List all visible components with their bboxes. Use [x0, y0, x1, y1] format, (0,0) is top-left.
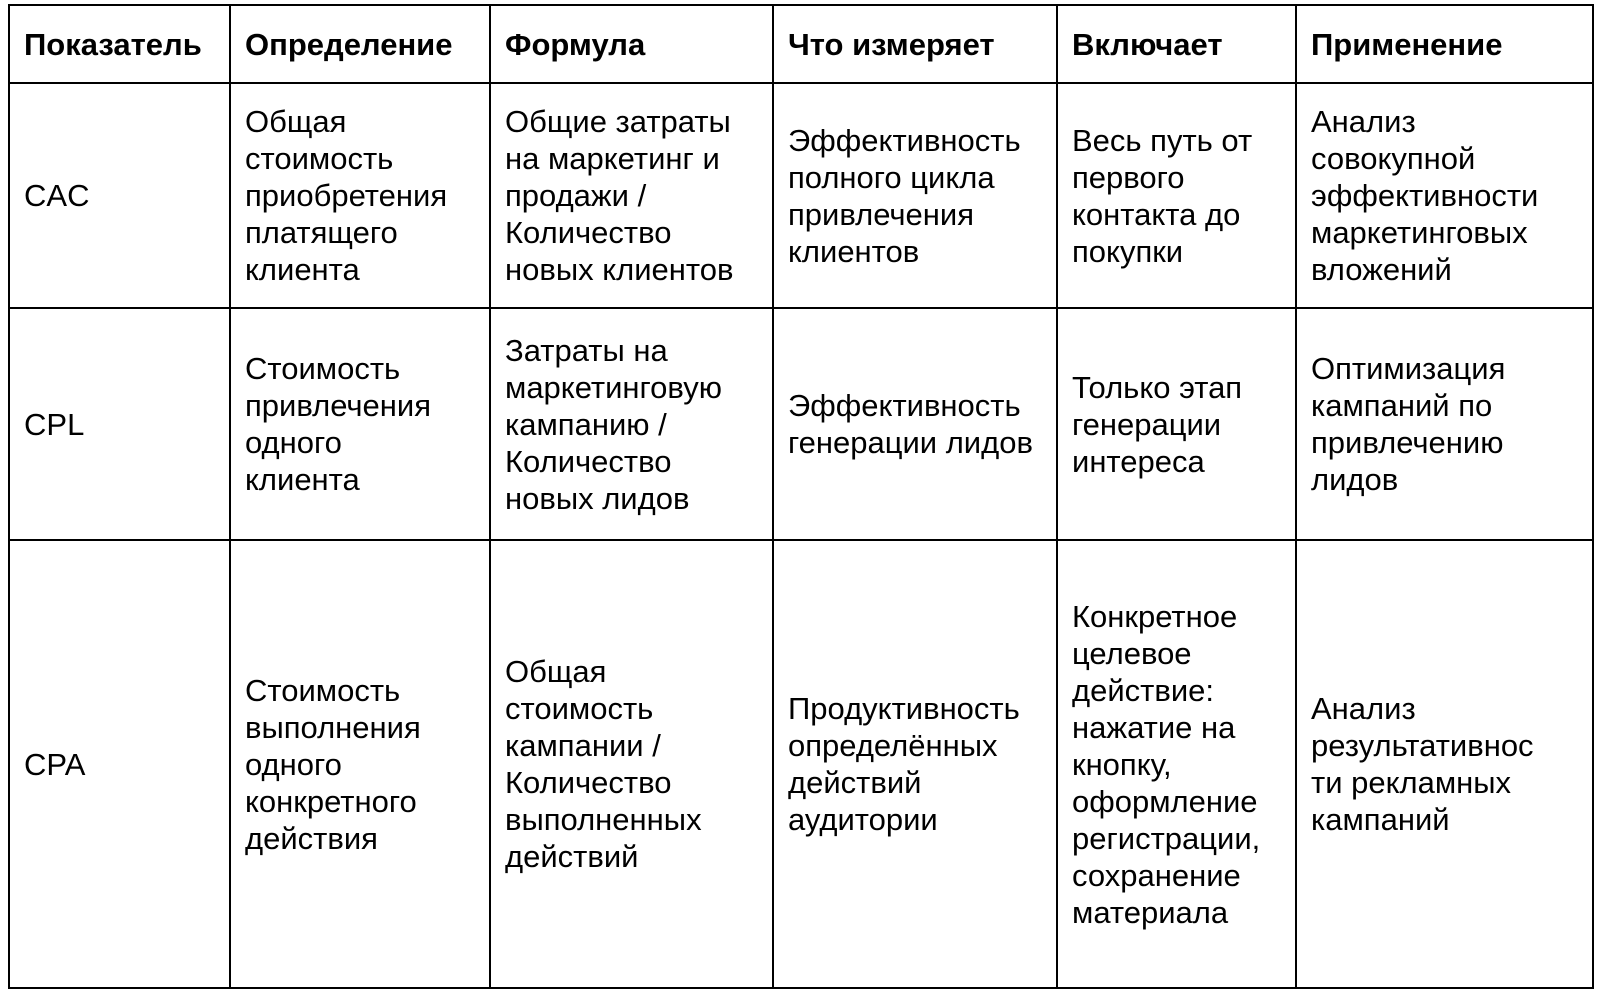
- cell-measures: [773, 308, 1057, 540]
- header-formula: Формула: [490, 5, 773, 83]
- includes-text: Конкретное целевое действие: нажатие на кнопку, оформление регистрации, сохранение материала: [1072, 598, 1261, 930]
- cell-application: [1296, 540, 1593, 988]
- definition-text: Стоимость привлечения одного клиента: [245, 351, 432, 497]
- cell-definition: [230, 83, 490, 308]
- cell-application: [1296, 308, 1593, 540]
- header-metric: Показатель: [9, 5, 230, 83]
- table-header-row: [9, 5, 1593, 83]
- includes-text: Весь путь от первого контакта до покупки: [1072, 122, 1253, 269]
- application-text: Анализ результативнос ти рекламных кампаний: [1311, 691, 1534, 837]
- cell-metric: [9, 308, 230, 540]
- header-application: Применение: [1296, 5, 1593, 83]
- cell-formula: [490, 83, 773, 308]
- metric-name: CPL: [24, 406, 85, 442]
- measures-text: Эффективность полного цикла привлечения клиентов: [788, 122, 1021, 269]
- table-row: [9, 308, 1593, 540]
- cell-definition: [230, 308, 490, 540]
- includes-text: Только этап генерации интереса: [1072, 369, 1243, 479]
- formula-text: Общая стоимость кампании / Количество выполненных действий: [505, 654, 702, 874]
- application-text: Оптимизация кампаний по привлечению лидов: [1311, 351, 1506, 497]
- formula-text: Общие затраты на маркетинг и продажи / Количество новых клиентов: [505, 104, 734, 287]
- cell-metric: [9, 540, 230, 988]
- cell-formula: [490, 308, 773, 540]
- header-definition: Определение: [230, 5, 490, 83]
- cell-formula: [490, 540, 773, 988]
- header-measures: Что измеряет: [773, 5, 1057, 83]
- formula-text: Затраты на маркетинговую кампанию / Количество новых лидов: [505, 332, 722, 516]
- header-includes: Включает: [1057, 5, 1296, 83]
- cell-definition: [230, 540, 490, 988]
- cell-application: [1296, 83, 1593, 308]
- cell-metric: [9, 83, 230, 308]
- metrics-table-container: [8, 4, 1594, 989]
- metric-name: CAC: [24, 178, 90, 213]
- table-row: [9, 83, 1593, 308]
- metrics-comparison-table: [8, 4, 1594, 989]
- definition-text: Стоимость выполнения одного конкретного действия: [245, 672, 421, 856]
- cell-measures: [773, 540, 1057, 988]
- cell-includes: [1057, 83, 1296, 308]
- measures-text: Продуктивность определённых действий аудитории: [788, 691, 1020, 837]
- application-text: Анализ совокупной эффективности маркетинговых вложений: [1311, 104, 1539, 287]
- table-row: [9, 540, 1593, 988]
- measures-text: Эффективность генерации лидов: [788, 388, 1033, 460]
- definition-text: Общая стоимость приобретения платящего клиента: [245, 104, 448, 287]
- cell-measures: [773, 83, 1057, 308]
- cell-includes: [1057, 540, 1296, 988]
- cell-includes: [1057, 308, 1296, 540]
- metric-name: CPA: [24, 746, 86, 782]
